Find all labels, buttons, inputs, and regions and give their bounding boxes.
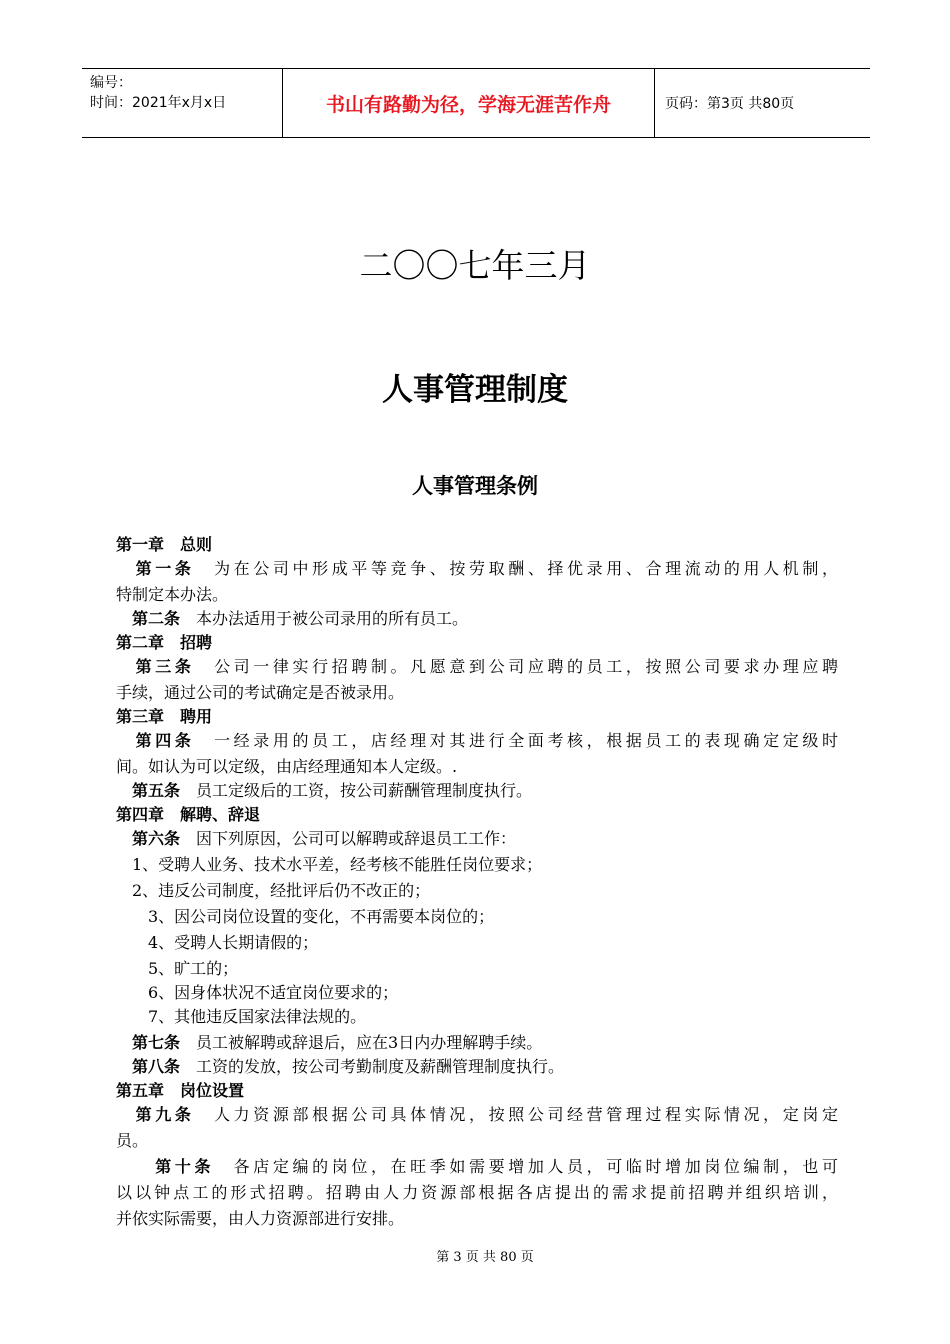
article-text: 本办法适用于被公司录用的所有员工。 [180,609,469,628]
number-label: 编号： [90,75,132,91]
article-text: 一经录用的员工，店经理对其进行全面考核，根据员工的表现确定定级时 [194,731,838,750]
time-label: 时间：2021年x月x日 [90,95,227,111]
header-page-info: 页码：第3页 共80页 [665,96,795,112]
article-heading: 第七条 [116,1033,181,1052]
article-text: 4、受聘人长期请假的； [116,933,319,952]
page-footer: 第 3 页 共 80 页 [436,1250,534,1265]
article-text: 2、违反公司制度，经批评后仍不改正的； [116,881,431,900]
body-line [116,1130,148,1152]
article-text: 员工定级后的工资，按公司薪酬管理制度执行。 [180,781,533,800]
body-line [116,854,542,876]
article-text: 7、其他违反国家法律法规的。 [116,1007,367,1026]
article-heading: 第二章 招聘 [116,633,213,652]
article-heading: 第四章 解聘、辞退 [116,805,261,824]
body-line [116,1056,564,1078]
article-text: 并依实际需要，由人力资源部进行安排。 [116,1209,405,1228]
article-heading: 第十条 [116,1157,215,1176]
article-text: 3、因公司岗位设置的变化，不再需要本岗位的； [116,907,495,926]
body-line [116,804,260,826]
article-text: 1、受聘人业务、技术水平差，经考核不能胜任岗位要求； [116,855,543,874]
body-line [116,1006,366,1028]
article-text: 间。如认为可以定级，由店经理通知本人定级。. [116,757,458,776]
body-line [116,706,212,728]
body-line [116,1182,838,1204]
body-line [116,730,838,752]
article-text: 员工被解聘或辞退后，应在3日内办理解聘手续。 [180,1033,543,1052]
body-line [116,932,318,954]
article-text: 工资的发放，按公司考勤制度及薪酬管理制度执行。 [180,1057,565,1076]
body-line [116,1080,244,1102]
document-header [82,68,870,138]
article-heading: 第八条 [116,1057,181,1076]
article-text: 5、旷工的； [116,959,239,978]
article-heading: 第一章 总则 [116,535,213,554]
header-meta [82,69,282,137]
header-motto: 书山有路勤为径，学海无涯苦作舟 [282,69,655,137]
main-title: 人事管理制度 [382,372,568,408]
article-text: 各店定编的岗位，在旺季如需要增加人员，可临时增加岗位编制，也可 [214,1157,838,1176]
article-text: 公司一律实行招聘制。凡愿意到公司应聘的员工，按照公司要求办理应聘 [194,657,838,676]
body-line [116,584,228,606]
article-text: 员。 [116,1131,149,1150]
body-line [116,982,398,1004]
body-line [116,958,238,980]
article-heading: 第五章 岗位设置 [116,1081,245,1100]
article-text: 特制定本办法。 [116,585,229,604]
article-heading: 第一条 [116,559,195,578]
body-line [116,880,430,902]
body-line [116,828,516,850]
body-line [116,906,494,928]
article-heading: 第三章 聘用 [116,707,213,726]
body-line [116,656,838,678]
body-line [116,1032,542,1054]
body-line [116,780,532,802]
article-heading: 第三条 [116,657,195,676]
body-line [116,608,468,630]
body-line [116,632,212,654]
body-line [116,682,404,704]
article-text: 人力资源部根据公司具体情况，按照公司经营管理过程实际情况，定岗定 [194,1105,838,1124]
article-heading: 第九条 [116,1105,195,1124]
body-line [116,1156,838,1178]
body-line [116,534,212,556]
sub-title: 人事管理条例 [412,474,538,498]
date-title: 二〇〇七年三月 [359,246,591,285]
article-text: 为在公司中形成平等竞争、按劳取酬、择优录用、合理流动的用人机制， [194,559,838,578]
article-heading: 第四条 [116,731,195,750]
body-line [116,756,457,778]
article-heading: 第五条 [116,781,181,800]
article-text: 因下列原因，公司可以解聘或辞退员工工作： [180,829,517,848]
article-text: 6、因身体状况不适宜岗位要求的； [116,983,399,1002]
body-line [116,1104,838,1126]
article-text: 手续，通过公司的考试确定是否被录用。 [116,683,405,702]
article-heading: 第二条 [116,609,181,628]
body-line [116,558,838,580]
body-line [116,1208,404,1230]
article-heading: 第六条 [116,829,181,848]
article-text: 以以钟点工的形式招聘。招聘由人力资源部根据各店提出的需求提前招聘并组织培训， [116,1183,838,1202]
